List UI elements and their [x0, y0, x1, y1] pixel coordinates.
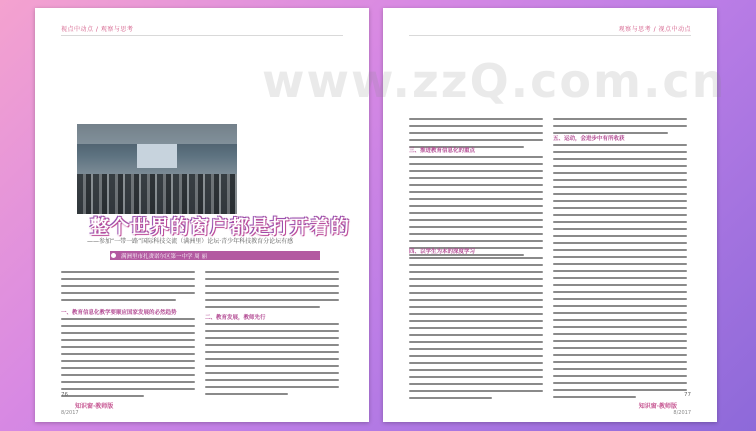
byline-bullet-icon — [111, 253, 116, 258]
right-issue-date: 8/2017 — [673, 410, 691, 416]
photo-ceiling — [77, 124, 237, 144]
left-page — [35, 8, 369, 422]
article-title: 整个世界的窗户都是打开着的 — [90, 216, 351, 238]
section-heading-1: 一、教育信息化教学要顺应国家发展的必然趋势 — [61, 310, 177, 316]
right-page-number: 77 — [684, 392, 691, 398]
right-page-col2-body-2 — [553, 144, 687, 403]
photo-screen — [137, 144, 177, 168]
right-journal-name: 知识窗·教师版 — [638, 403, 677, 410]
section-heading-4: 四、以学生为本的深度学习 — [409, 249, 476, 255]
right-header-rule — [409, 35, 691, 36]
article-subtitle: ——参加“一带一路”国际科技交流（满洲里）论坛·青少年科技教育分论坛有感 — [87, 238, 294, 245]
left-header-rule — [61, 35, 343, 36]
right-page-col1-body-2 — [409, 156, 543, 261]
right-col-body-2 — [205, 323, 339, 400]
conference-photo — [77, 124, 237, 214]
section-heading-5: 五、运动，会进步中有所收获 — [553, 136, 625, 142]
right-page-col1-body-3 — [409, 257, 543, 404]
left-col-body — [61, 271, 195, 306]
left-issue-date: 8/2017 — [61, 410, 79, 416]
right-col-body — [205, 271, 339, 313]
section-heading-2: 二、教育发展，教师先行 — [205, 315, 266, 321]
left-journal-name: 知识窗·教师版 — [75, 403, 114, 410]
left-col-body-2 — [61, 318, 195, 402]
section-heading-3: 三、推进教育信息化的重点 — [409, 148, 476, 154]
article-byline: 满洲里市扎赉诺尔区第一中学 周 丽 — [121, 254, 207, 260]
photo-audience — [77, 174, 237, 214]
left-page-number: 76 — [61, 392, 68, 398]
left-header-tag: 视点中动点 / 观察与思考 — [61, 26, 134, 33]
right-page — [383, 8, 717, 422]
right-header-tag: 观察与思考 / 视点中动点 — [618, 26, 691, 33]
